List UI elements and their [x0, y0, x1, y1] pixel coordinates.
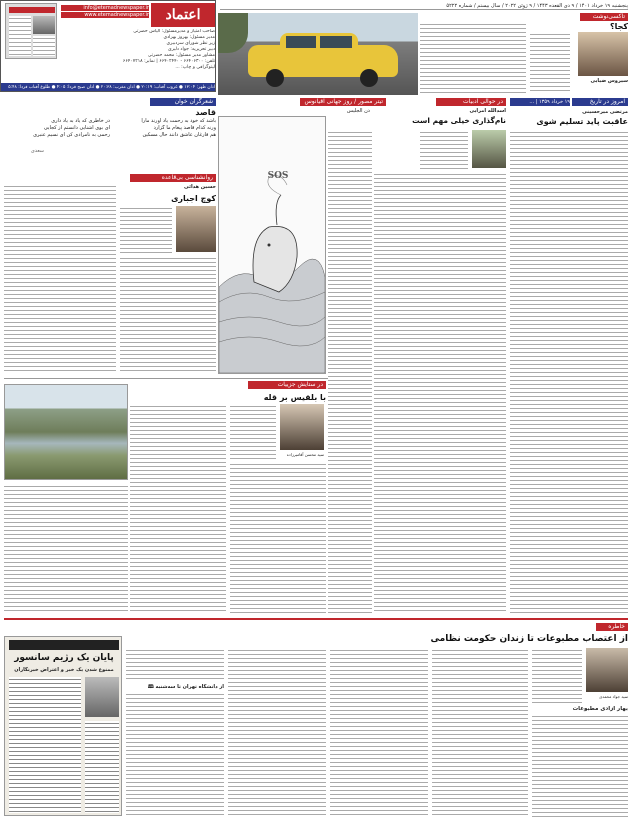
- clipping-text: [9, 677, 81, 813]
- masthead-thumbnail: [5, 3, 57, 59]
- taxi-wheel: [360, 69, 378, 87]
- memory-subhead-2: از دانشگاه تهران تا سه‌شنبه 🕮: [147, 684, 224, 690]
- taxi-photo: [218, 13, 418, 95]
- masthead-staff: [61, 29, 215, 77]
- travel-tag: در ستایش جزییات: [248, 381, 326, 389]
- memory-title: از اعتصاب مطبوعات تا زندان حکومت نظامی: [430, 634, 628, 644]
- section-tag-taxi: تاکسی‌نوشت: [580, 13, 628, 21]
- clipping-sub: ممنوع شدن یک خبر و اعتراض خبرنگاران: [14, 667, 114, 673]
- history-tag: امروز در تاریخ: [572, 98, 628, 106]
- memory-text-7: [126, 692, 224, 818]
- memory-text-5: [228, 648, 326, 818]
- psych-text-3: [4, 184, 116, 374]
- section-title-taxi: کجا؟: [609, 22, 628, 31]
- poem-line: باشد که خود به رحمت یاد آورند مارا: [141, 118, 216, 124]
- poem-title: قاصد: [195, 108, 216, 117]
- divider: [4, 378, 328, 379]
- memory-text-4: [330, 648, 428, 818]
- literature-tag: در حوالی ادبیات: [436, 98, 506, 106]
- columnist-photo: [578, 32, 628, 76]
- memory-text-1: [532, 648, 582, 704]
- clipping-headline: پایان یک‌ رژیم سانسور: [14, 653, 114, 663]
- phone-line: تلفن: ۶۶۴۰۶۳۰۰ - ۶۶۴۰۲۴۴۰ | نمابر: ۶۶۴۰۷۲۱۸: [122, 59, 215, 64]
- literature-author: اسدالله امرایی: [469, 108, 506, 114]
- psych-author-photo: [176, 206, 216, 252]
- staff-line: زیر نظر شورای سردبیری: [166, 41, 215, 46]
- poem-line: ای بوی آشنایی دانستم از کجایی: [43, 125, 110, 131]
- issue-line: پنجشنبه ۱۹ خرداد ۱۴۰۱ / ۹ ذی القعده ۱۴۴۳ / ۹ ژوئن ۲۰۲۲ / سال بیستم / شماره ۵۲۲۲: [220, 2, 628, 10]
- literature-text-1: [420, 130, 468, 170]
- history-title: عاقبت پاید تسلیم شوی: [536, 117, 628, 126]
- print-line: لیتوگرافی و چاپ: ...: [175, 65, 215, 70]
- taxi-column-text-2: [530, 32, 570, 94]
- memory-author: سید جواد محمدی: [599, 694, 628, 699]
- literature-text-2: [374, 172, 506, 614]
- taxi-window: [320, 36, 352, 48]
- cartoon-artist: ذن الجلیس: [346, 108, 370, 114]
- history-text: [510, 130, 628, 614]
- cartoon-drawing: [219, 117, 325, 373]
- memory-text-6: [126, 648, 224, 682]
- memory-text-3: [432, 648, 528, 818]
- staff-line: مدیر مسئول: بهروز بهزادی: [163, 35, 215, 40]
- literature-title: نام‌گذاری خیلی مهم است: [412, 116, 506, 125]
- masthead-email[interactable]: info@etemadnewspaper.ir: [61, 5, 149, 11]
- literature-text-3: [328, 130, 372, 614]
- poem-poet: سعدی: [30, 148, 44, 154]
- travel-text-2: [230, 462, 326, 614]
- logo: اعتماد: [165, 7, 201, 23]
- history-sub: مرتضی میرحسینی: [582, 109, 628, 115]
- travel-landscape-photo: [4, 384, 128, 480]
- travel-text-3: [130, 404, 226, 614]
- taxi-wheel: [266, 69, 284, 87]
- psych-text-2: [120, 256, 216, 374]
- memory-text-2: [532, 714, 628, 818]
- literature-author-photo: [472, 130, 506, 168]
- psych-author: حسین هدائی: [184, 184, 216, 190]
- travel-text-1: [230, 404, 276, 460]
- divider: [4, 618, 628, 620]
- poem-line: در خاطری که یاد به یاد داری: [51, 118, 110, 124]
- memory-subhead: بهار آزادی مطبوعات: [572, 706, 628, 712]
- poem-line: رحمی به نامرادی کن ای نسیم عنبری: [33, 132, 110, 138]
- taxi-window: [286, 36, 316, 48]
- psych-title: کوچ اجباری: [171, 194, 216, 203]
- travel-text-4: [4, 484, 128, 614]
- masthead-website[interactable]: www.etemadnewspaper.ir: [61, 12, 149, 18]
- staff-line: مشاور مدیر مسئول: محمد حضرتی: [147, 53, 215, 58]
- sos-bubble: SOS: [267, 171, 289, 181]
- memory-tag: خاطره: [596, 623, 628, 631]
- staff-line: صاحب امتیاز و مدیرمسئول: الیاس حضرتی: [133, 29, 215, 34]
- psych-tag: روانشناسی بی‌قاعده: [130, 174, 216, 182]
- clipping-text-2: [85, 721, 119, 813]
- tree-silhouette: [218, 13, 248, 53]
- newspaper-clipping: [4, 636, 122, 816]
- poem-tag: شعرگران خوان: [150, 98, 216, 106]
- columnist-name: سیروس ضیایی: [590, 78, 628, 84]
- memory-author-photo: [586, 648, 628, 692]
- psych-text-1: [120, 206, 172, 254]
- travel-title: با بلقیس بر قله: [263, 393, 326, 402]
- poem-body: [4, 118, 216, 170]
- cartoon: [218, 116, 326, 374]
- travel-author-photo: [280, 404, 324, 450]
- staff-line: دبیر تحریریه: جواد دلیری: [167, 47, 215, 52]
- poem-line: ورنه کدام قاصد پیغام ما گزارد: [153, 125, 216, 131]
- cartoon-tag: تیتر مصور / روز جهانی اقیانوس: [300, 98, 386, 106]
- poem-line: هم فارغان عاشق دانند حال مسکین: [142, 132, 216, 138]
- taxi-column-text: [420, 22, 526, 94]
- clipping-masthead: [9, 640, 119, 650]
- logo-box: [151, 3, 215, 27]
- travel-author: سید محسن آقامیرزاده: [286, 452, 324, 457]
- weather-strip: اذان ظهر: ۱۳:۰۴ ● غروب آفتاب: ۲۰:۱۹ ● اذان مغرب: ۲۰:۳۸ ● اذان صبح فردا: ۴:۰۵ ● طلوع آفتاب فردا: ۵:۴۸: [1, 83, 216, 92]
- masthead: [0, 0, 216, 92]
- history-date: ۱۹ خرداد ۱۳۵۹ | ...: [510, 98, 570, 106]
- clipping-photo: [85, 677, 119, 717]
